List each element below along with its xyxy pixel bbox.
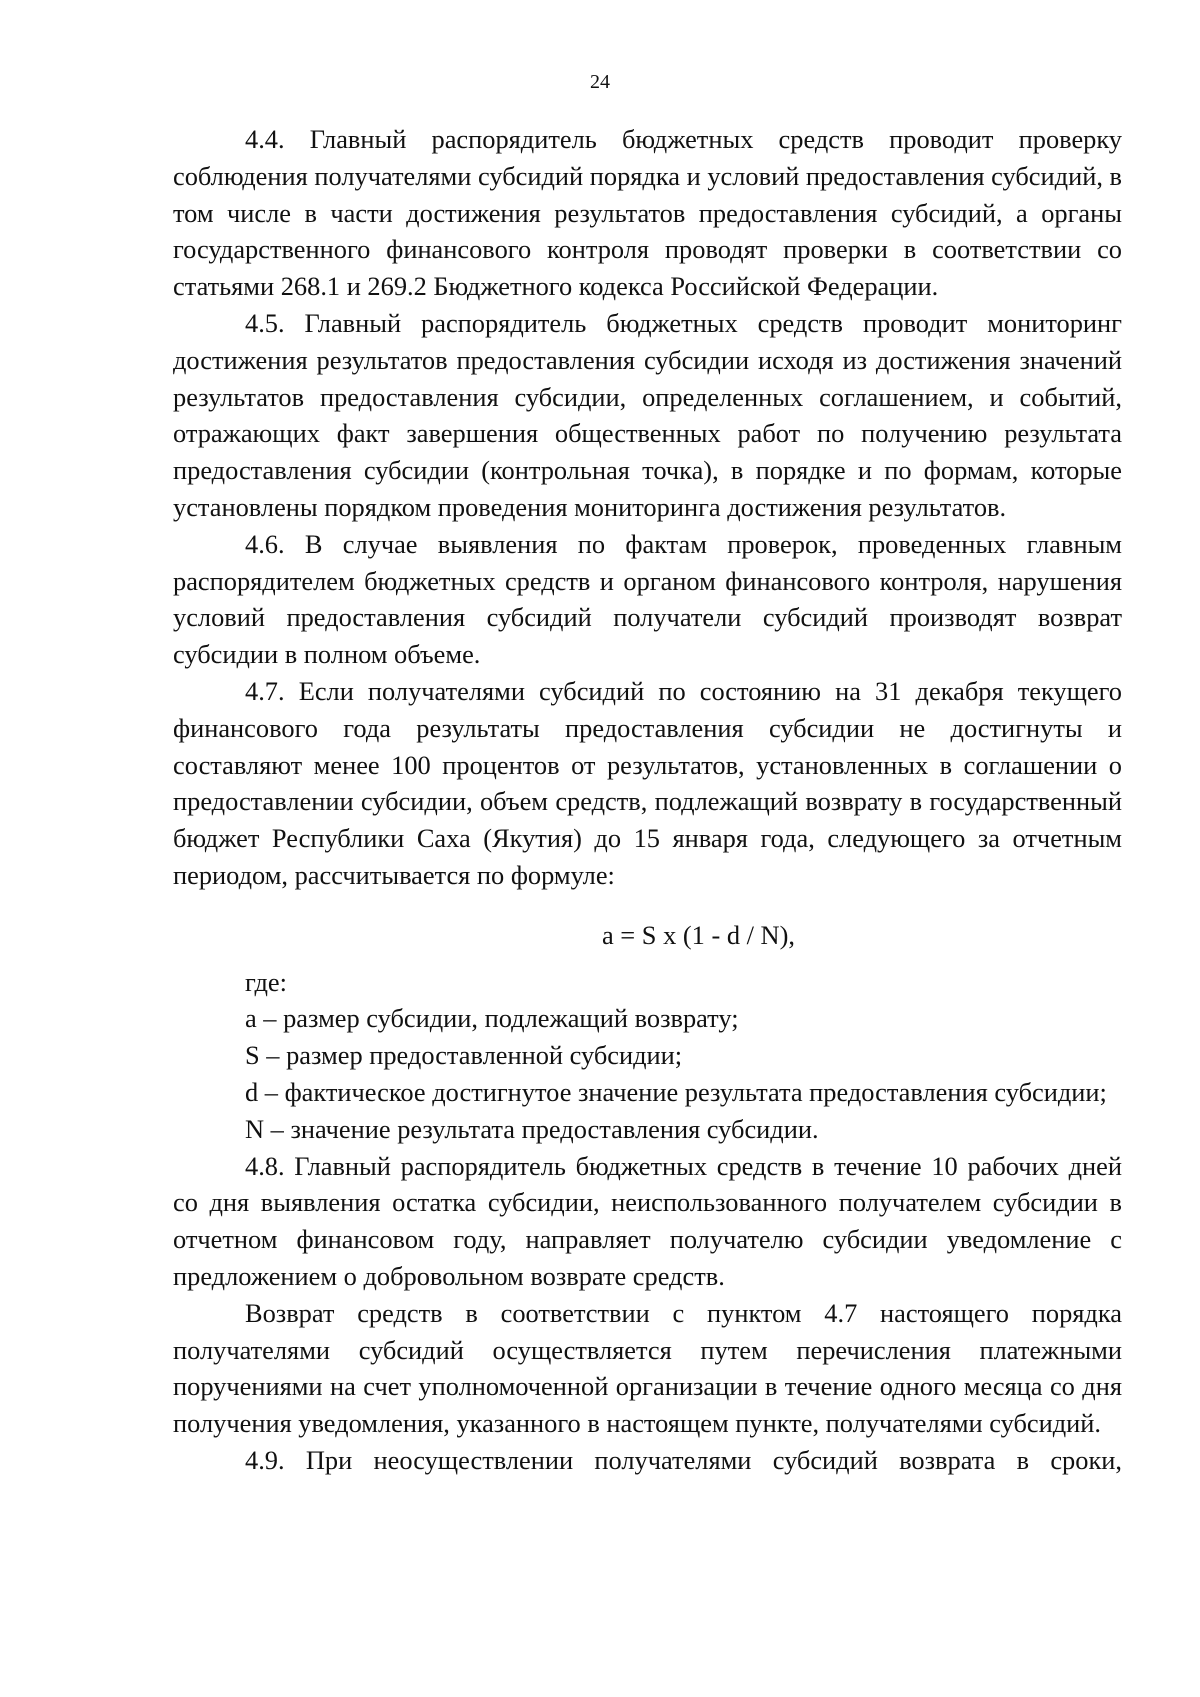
definition-where: где: — [245, 966, 287, 997]
paragraph-4-7: 4.7. Если получателями субсидий по состоянию на 31 декабря текущего финансового года результаты предоставления субсидии не достигнуты и составляют менее 100 процентов от результатов, установленных в соглашении о предоставлении субсидии, объем средств, подлежащий возврату в государственный бюджет Республики Саха (Якутия) до 15 января года, следующего за отчетным периодом, рассчитывается по формуле: — [173, 675, 1122, 890]
paragraph-4-9: 4.9. При неосуществлении получателями субсидий возврата в сроки, — [245, 1444, 1122, 1475]
definition-s: S – размер предоставленной субсидии; — [245, 1040, 683, 1071]
formula: a = S x (1 - d / N), — [602, 919, 795, 950]
definition-d: d – фактическое достигнутое значение результата предоставления субсидии; — [245, 1076, 1107, 1107]
paragraph-return: Возврат средств в соответствии с пунктом 4.7 настоящего порядка получателями субсидий осуществляется путем перечисления платежными поручениями на счет уполномоченной организации в течение одного месяца со дня получения уведомления, указанного в настоящем пункте, получателями субсидий. — [173, 1297, 1122, 1439]
paragraph-4-6: 4.6. В случае выявления по фактам проверок, проведенных главным распорядителем бюджетных средств и органом финансового контроля, нарушения условий предоставления субсидий получатели субсидий производят возврат субсидии в полном объеме. — [173, 528, 1122, 670]
definition-a: a – размер субсидии, подлежащий возврату; — [245, 1003, 739, 1034]
paragraph-4-5: 4.5. Главный распорядитель бюджетных средств проводит мониторинг достижения результатов предоставления субсидии исходя из достижения значений результатов предоставления субсидии, определенных соглашением, и событий, отражающих факт завершения общественных работ по получению результата предоставления субсидии (контрольная точка), в порядке и по формам, которые установлены порядком проведения мониторинга достижения результатов. — [173, 307, 1122, 522]
paragraph-4-4: 4.4. Главный распорядитель бюджетных средств проводит проверку соблюдения получателями субсидий порядка и условий предоставления субсидий, в том числе в части достижения результатов предоставления субсидий, а органы государственного финансового контроля проводят проверки в соответствии со статьями 268.1 и 269.2 Бюджетного кодекса Российской Федерации. — [173, 124, 1122, 302]
page-number: 24 — [590, 71, 610, 93]
document-body — [173, 121, 1122, 1479]
definition-n: N – значение результата предоставления субсидии. — [245, 1113, 819, 1144]
paragraph-4-8: 4.8. Главный распорядитель бюджетных средств в течение 10 рабочих дней со дня выявления остатка субсидии, неиспользованного получателем субсидии в отчетном финансовом году, направляет получателю субсидии уведомление с предложением о добровольном возврате средств. — [173, 1150, 1122, 1291]
